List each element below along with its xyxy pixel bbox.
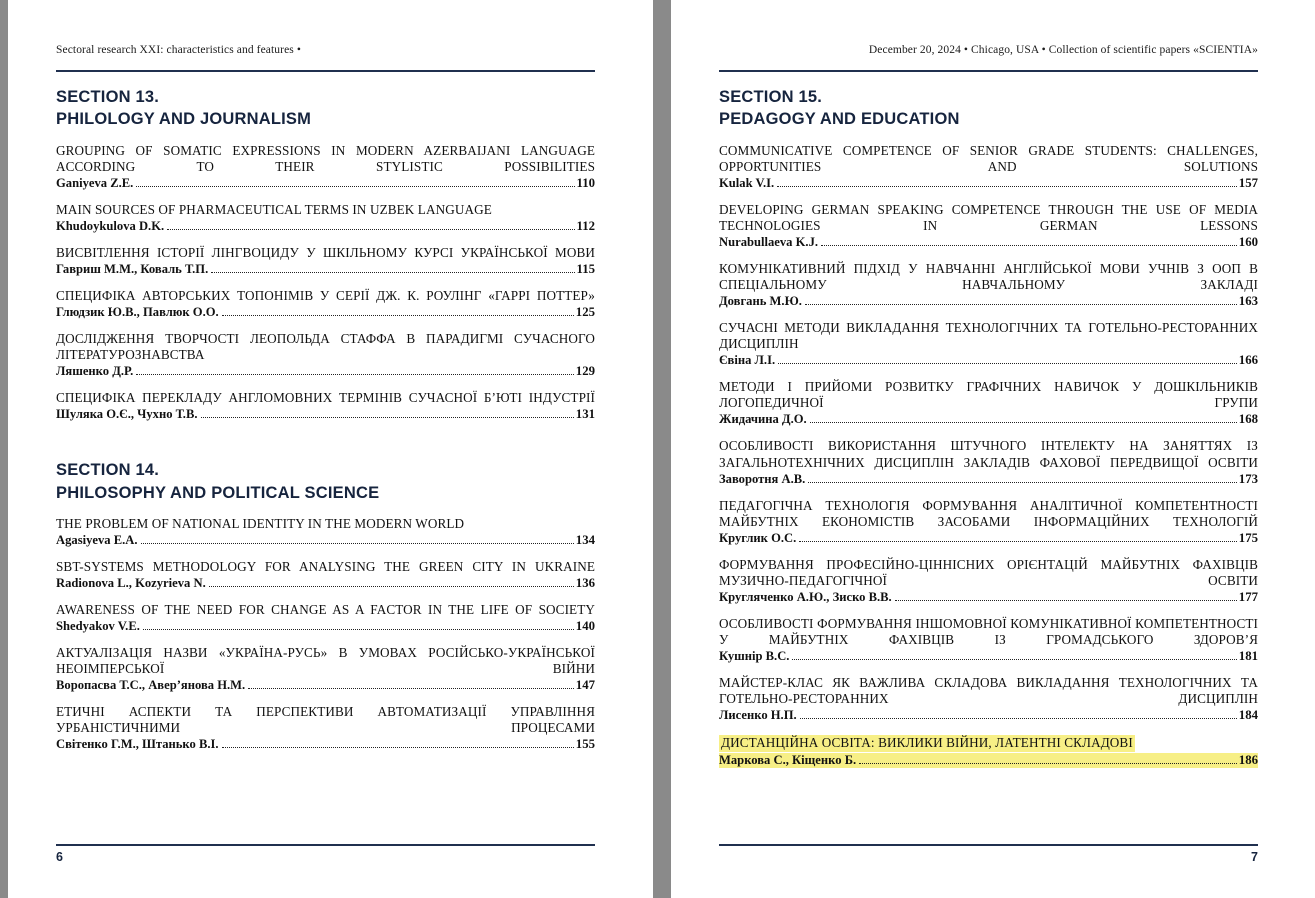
toc-entry-title: ФОРМУВАННЯ ПРОФЕСІЙНО-ЦІННІСНИХ ОРІЄНТАЦІЙ МАЙБУТНІХ ФАХІВЦІВ МУЗИЧНО-ПЕДАГОГІЧНОЇ ОСВІТИ [719, 556, 1258, 588]
toc-entry[interactable] [719, 438, 1258, 486]
toc-entry-title: THE PROBLEM OF NATIONAL IDENTITY IN THE MODERN WORLD [56, 515, 465, 531]
toc-entry-line [719, 590, 1258, 605]
leader-dots [143, 629, 574, 630]
toc-entry-line [719, 649, 1258, 664]
toc-entry-page: 160 [1238, 234, 1258, 249]
toc-entry-line [56, 407, 595, 422]
toc-entry-page: 112 [576, 218, 595, 233]
toc-entry-page: 134 [575, 532, 595, 547]
toc-entry-authors: Лисенко Н.П. [719, 708, 797, 723]
toc-entry-page: 168 [1238, 412, 1258, 427]
toc-entry-authors: Довгань М.Ю. [719, 294, 802, 309]
leader-dots [778, 363, 1237, 364]
toc-entry-title: ОСОБЛИВОСТІ ФОРМУВАННЯ ІНШОМОВНОЇ КОМУНІКАТИВНОЇ КОМПЕТЕНТНОСТІ У МАЙБУТНІХ ФАХІВЦІВ ІЗ ГРОМАДСЬКОГО ЗДОРОВ’Я [719, 616, 1258, 648]
page-header-right [719, 44, 1258, 72]
toc-entry[interactable] [56, 288, 595, 320]
toc-entry-authors: Воропасва Т.С., Авер’янова Н.М. [56, 678, 246, 693]
toc-entry-page: 173 [1238, 471, 1258, 486]
toc-entry-authors: Ляшенко Д.Р. [56, 364, 134, 379]
toc-entry[interactable] [56, 390, 595, 422]
leader-dots [859, 763, 1237, 764]
toc-entry-line [719, 753, 1258, 768]
toc-entry[interactable] [56, 331, 595, 379]
toc-entry-title: СПЕЦИФІКА ПЕРЕКЛАДУ АНГЛОМОВНИХ ТЕРМІНІВ СУЧАСНОЇ Б’ЮТІ ІНДУСТРІЇ [56, 390, 595, 406]
leader-dots [136, 186, 574, 187]
leader-dots [222, 315, 574, 316]
toc-entry-title: АКТУАЛІЗАЦІЯ НАЗВИ «УКРАЇНА-РУСЬ» В УМОВАХ РОСІЙСЬКО-УКРАЇНСЬКОЇ НЕОІМПЕРСЬКОЇ ВІЙНИ [56, 645, 595, 677]
section-heading [56, 86, 595, 131]
toc-entry-title: ВИСВІТЛЕННЯ ІСТОРІЇ ЛІНГВОЦИДУ У ШКІЛЬНОМУ КУРСІ УКРАЇНСЬКОЇ МОВИ [56, 244, 595, 260]
toc-entry-authors: Світенко Г.М., Штанько В.І. [56, 737, 219, 752]
toc-entry-line [56, 262, 595, 277]
toc-entry-page: 115 [576, 261, 595, 276]
toc-entry[interactable] [56, 516, 595, 548]
leader-dots [792, 659, 1236, 660]
toc-entry-page: 184 [1238, 708, 1258, 723]
toc-entry[interactable] [719, 498, 1258, 546]
toc-entry[interactable] [56, 602, 595, 634]
section-name: PHILOSOPHY AND POLITICAL SCIENCE [56, 483, 380, 502]
toc-entry-line [56, 576, 595, 591]
toc-entry[interactable] [719, 379, 1258, 427]
toc-entry-authors: Кругляченко А.Ю., Зиско В.В. [719, 590, 892, 605]
toc-entry-authors: Kulak V.I. [719, 175, 775, 190]
toc-entry-page: 140 [575, 619, 595, 634]
toc-entry[interactable] [56, 245, 595, 277]
leader-dots [805, 304, 1237, 305]
toc-entry-authors: Шуляка О.Є., Чухно Т.В. [56, 407, 198, 422]
toc-entry-page: 157 [1238, 175, 1258, 190]
toc-entry[interactable] [56, 559, 595, 591]
section-gap [56, 433, 595, 449]
section-heading [719, 86, 1258, 131]
toc-entry-title: СУЧАСНІ МЕТОДИ ВИКЛАДАННЯ ТЕХНОЛОГІЧНИХ ТА ГОТЕЛЬНО-РЕСТОРАННИХ ДИСЦИПЛІН [719, 320, 1258, 352]
page-header-left [56, 44, 595, 72]
toc-entry-page: 125 [575, 305, 595, 319]
leader-dots [895, 600, 1237, 601]
toc-entry-line [56, 364, 595, 379]
toc-entry-title: ЕТИЧНІ АСПЕКТИ ТА ПЕРСПЕКТИВИ АВТОМАТИЗАЦІЇ УПРАВЛІННЯ УРБАНІСТИЧНИМИ ПРОЦЕСАМИ [56, 704, 595, 736]
toc-entry-title: DEVELOPING GERMAN SPEAKING COMPETENCE THROUGH THE USE OF MEDIA TECHNOLOGIES IN GERMAN LESSONS [719, 201, 1258, 233]
toc-entry-title: ДОСЛІДЖЕННЯ ТВОРЧОСТІ ЛЕОПОЛЬДА СТАФФА В ПАРАДИГМІ СУЧАСНОГО ЛІТЕРАТУРОЗНАВСТВА [56, 331, 595, 363]
toc-entry[interactable] [719, 261, 1258, 309]
toc-entry-page: 155 [575, 737, 595, 752]
toc-entry-authors: Khudoykulova D.K. [56, 218, 165, 233]
toc-entry-title: ОСОБЛИВОСТІ ВИКОРИСТАННЯ ШТУЧНОГО ІНТЕЛЕКТУ НА ЗАНЯТТЯХ ІЗ ЗАГАЛЬНОТЕХНІЧНИХ ДИСЦИПЛІН ЗАКЛАДІВ ФАХОВОЇ ПЕРЕДВИЩОЇ ОСВІТИ [719, 438, 1258, 470]
leader-dots [167, 229, 574, 230]
toc-entry[interactable] [719, 675, 1258, 723]
toc-entry-line [56, 619, 595, 634]
toc-entry-authors: Заворотня А.В. [719, 471, 806, 486]
running-head-right: December 20, 2024 • Chicago, USA • Collection of scientific papers «SCIENTIA» [868, 44, 1258, 56]
toc-entry-page: 166 [1238, 353, 1258, 368]
leader-dots [222, 747, 574, 748]
toc-entry[interactable] [719, 616, 1258, 664]
leader-dots [248, 688, 574, 689]
leader-dots [821, 245, 1237, 246]
toc-entry[interactable] [56, 202, 595, 234]
toc-entry-page: 175 [1238, 530, 1258, 545]
toc-entry-line [719, 294, 1258, 309]
toc-entry-line [719, 708, 1258, 723]
toc-entry-line [56, 219, 595, 234]
toc-entry[interactable] [56, 704, 595, 752]
toc-entry[interactable] [719, 143, 1258, 191]
toc-entry-title: ДИСТАНЦІЙНА ОСВІТА: ВИКЛИКИ ВІЙНИ, ЛАТЕНТНІ СКЛАДОВІ [721, 735, 1133, 751]
toc-entry[interactable] [56, 143, 595, 191]
section-number: SECTION 13. [56, 88, 160, 106]
toc-entry-page: 163 [1238, 294, 1258, 309]
toc-entry-title: СПЕЦИФІКА АВТОРСЬКИХ ТОПОНІМІВ У СЕРІЇ ДЖ. К. РОУЛІНГ «ГАРРІ ПОТТЕР» [56, 287, 595, 303]
toc-entry-page: 181 [1238, 649, 1258, 664]
toc-entry-title: SBT-SYSTEMS METHODOLOGY FOR ANALYSING THE GREEN CITY IN UKRAINE [56, 558, 595, 574]
section-name: PHILOLOGY AND JOURNALISM [56, 110, 312, 129]
toc-entry-authors: Гавриш М.М., Коваль Т.П. [56, 261, 209, 276]
leader-dots [810, 422, 1237, 423]
toc-entry-authors: Круглик О.С. [719, 530, 797, 545]
leader-dots [211, 272, 574, 273]
toc-entry[interactable] [719, 734, 1258, 768]
toc-body-left [56, 86, 595, 752]
leader-dots [808, 482, 1237, 483]
toc-entry-page: 177 [1238, 590, 1258, 605]
leader-dots [777, 186, 1237, 187]
page-right [671, 0, 1315, 898]
toc-entry-title: GROUPING OF SOMATIC EXPRESSIONS IN MODERN AZERBAIJANI LANGUAGE ACCORDING TO THEIR STYLISTIC POSSIBILITIES [56, 142, 595, 174]
toc-entry-page: 147 [575, 678, 595, 693]
toc-entry-authors: Жидачина Д.О. [719, 412, 807, 427]
page-left [8, 0, 653, 898]
toc-entry-title: MAIN SOURCES OF PHARMACEUTICAL TERMS IN UZBEK LANGUAGE [56, 201, 492, 217]
toc-entry[interactable] [719, 557, 1258, 605]
toc-entry-line [56, 176, 595, 191]
leader-dots [209, 586, 574, 587]
toc-entry-line [56, 737, 595, 752]
toc-entry[interactable] [719, 320, 1258, 368]
toc-entry-authors: Євіна Л.І. [719, 353, 776, 368]
toc-entry-line [719, 531, 1258, 546]
toc-entry-authors: Radionova L., Kozyrieva N. [56, 576, 206, 590]
leader-dots [800, 718, 1237, 719]
toc-entry[interactable] [56, 645, 595, 693]
toc-entry-line [719, 176, 1258, 191]
leader-dots [201, 417, 574, 418]
toc-entry-line [56, 678, 595, 693]
leader-dots [799, 541, 1237, 542]
section-heading [56, 459, 595, 504]
toc-entry-line [719, 472, 1258, 487]
toc-entry-line [719, 353, 1258, 368]
toc-entry-line [719, 235, 1258, 250]
toc-entry-title: КОМУНІКАТИВНИЙ ПІДХІД У НАВЧАННІ АНГЛІЙСЬКОЇ МОВИ УЧНІВ З ООП В СПЕЦІАЛЬНОМУ НАВЧАЛЬНОМУ ЗАКЛАДІ [719, 260, 1258, 292]
toc-entry-page: 136 [575, 576, 595, 590]
toc-entry-authors: Глюдзик Ю.В., Павлюк О.О. [56, 305, 219, 319]
toc-entry-authors: Shedyakov V.E. [56, 619, 140, 634]
toc-entry-page: 186 [1238, 753, 1258, 768]
page-number-right: 7 [719, 844, 1258, 864]
toc-entry-page: 131 [575, 407, 595, 422]
toc-entry-title: МАЙСТЕР-КЛАС ЯК ВАЖЛИВА СКЛАДОВА ВИКЛАДАННЯ ТЕХНОЛОГІЧНИХ ТА ГОТЕЛЬНО-РЕСТОРАННИХ ДИСЦИПЛІН [719, 675, 1258, 707]
toc-entry-authors: Кушнір В.С. [719, 649, 790, 664]
section-name: PEDAGOGY AND EDUCATION [719, 110, 960, 129]
toc-entry-page: 129 [575, 364, 595, 379]
toc-entry-line [56, 533, 595, 548]
toc-entry-title: ПЕДАГОГІЧНА ТЕХНОЛОГІЯ ФОРМУВАННЯ АНАЛІТИЧНОЇ КОМПЕТЕНТНОСТІ МАЙБУТНІХ ЕКОНОМІСТІВ ЗАСОБАМИ ІНФОРМАЦІЙНИХ ТЕХНОЛОГІЙ [719, 497, 1258, 529]
toc-entry-page: 110 [576, 175, 595, 190]
toc-body-right [719, 86, 1258, 768]
page-number-left: 6 [56, 844, 595, 864]
section-number: SECTION 15. [719, 88, 823, 106]
toc-entry-line [719, 412, 1258, 427]
leader-dots [141, 543, 574, 544]
leader-dots [136, 374, 574, 375]
toc-entry-title: COMMUNICATIVE COMPETENCE OF SENIOR GRADE STUDENTS: CHALLENGES, OPPORTUNITIES AND SOLUTIONS [719, 142, 1258, 174]
toc-entry-title: AWARENESS OF THE NEED FOR CHANGE AS A FACTOR IN THE LIFE OF SOCIETY [56, 602, 595, 617]
section-number: SECTION 14. [56, 461, 160, 480]
running-head-left: Sectoral research XXI: characteristics and features • [56, 44, 301, 56]
toc-entry-authors: Ganiyeva Z.E. [56, 175, 134, 190]
toc-entry-line [56, 305, 595, 320]
toc-entry-authors: Маркова С., Кіщенко Б. [719, 753, 857, 768]
toc-entry-authors: Agasiyeva E.A. [56, 532, 138, 547]
toc-entry-authors: Nurabullaeva K.J. [719, 234, 819, 249]
toc-entry[interactable] [719, 202, 1258, 250]
toc-entry-title: МЕТОДИ І ПРИЙОМИ РОЗВИТКУ ГРАФІЧНИХ НАВИЧОК У ДОШКІЛЬНИКІВ ЛОГОПЕДИЧНОЇ ГРУПИ [719, 379, 1258, 411]
